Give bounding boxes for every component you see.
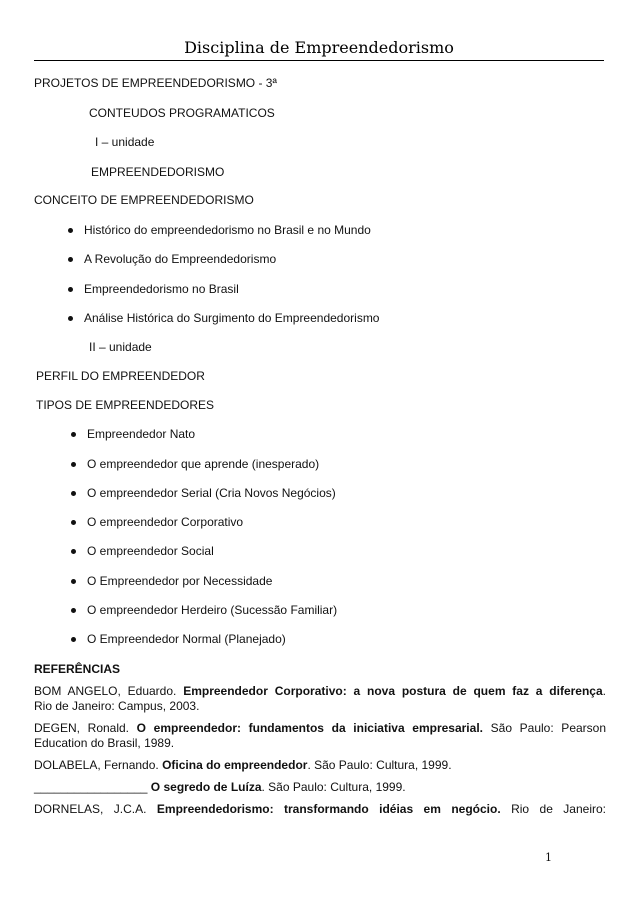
unit-1-topic: EMPREENDEDORISMO: [91, 165, 225, 179]
bullet-icon: [71, 608, 76, 613]
program-title: PROJETOS DE EMPREENDEDORISMO - 3ª: [34, 76, 277, 90]
reference-entry: DORNELAS, J.C.A. Empreendedorismo: transformando idéias em negócio. Rio de Janeiro:: [34, 802, 606, 816]
reference-entry: BOM ANGELO, Eduardo. Empreendedor Corporativo: a nova postura de quem faz a diferença.: [34, 684, 606, 698]
page-header: Disciplina de Empreendedorismo: [184, 38, 454, 57]
bullet-icon: [71, 520, 76, 525]
unit-1-label: I – unidade: [95, 135, 155, 149]
contents-title: CONTEUDOS PROGRAMATICOS: [89, 106, 275, 120]
bullet-icon: [68, 287, 73, 292]
bullet-icon: [71, 579, 76, 584]
bullet-icon: [68, 316, 73, 321]
reference-entry: _________________ O segredo de Luíza. São Paulo: Cultura, 1999.: [34, 780, 406, 794]
concept-heading: CONCEITO DE EMPREENDEDORISMO: [34, 193, 254, 207]
bullet-icon: [71, 432, 76, 437]
bullet-icon: [68, 257, 73, 262]
bullet-icon: [68, 228, 73, 233]
reference-entry: DOLABELA, Fernando. Oficina do empreendedor. São Paulo: Cultura, 1999.: [34, 758, 452, 772]
bullet-icon: [71, 491, 76, 496]
bullet-icon: [71, 462, 76, 467]
bullet-icon: [71, 637, 76, 642]
reference-entry-continued: Education do Brasil, 1989.: [34, 736, 175, 750]
page-number: 1: [545, 851, 552, 864]
unit-2-label: II – unidade: [89, 340, 152, 354]
bullet-icon: [71, 549, 76, 554]
references-heading: REFERÊNCIAS: [34, 662, 121, 676]
types-heading: TIPOS DE EMPREENDEDORES: [36, 398, 215, 412]
reference-entry-continued: Rio de Janeiro: Campus, 2003.: [34, 699, 200, 713]
profile-heading: PERFIL DO EMPREENDEDOR: [36, 369, 205, 383]
reference-entry: DEGEN, Ronald. O empreendedor: fundamentos da iniciativa empresarial. São Paulo: Pearson: [34, 721, 607, 735]
header-rule: [34, 60, 604, 61]
